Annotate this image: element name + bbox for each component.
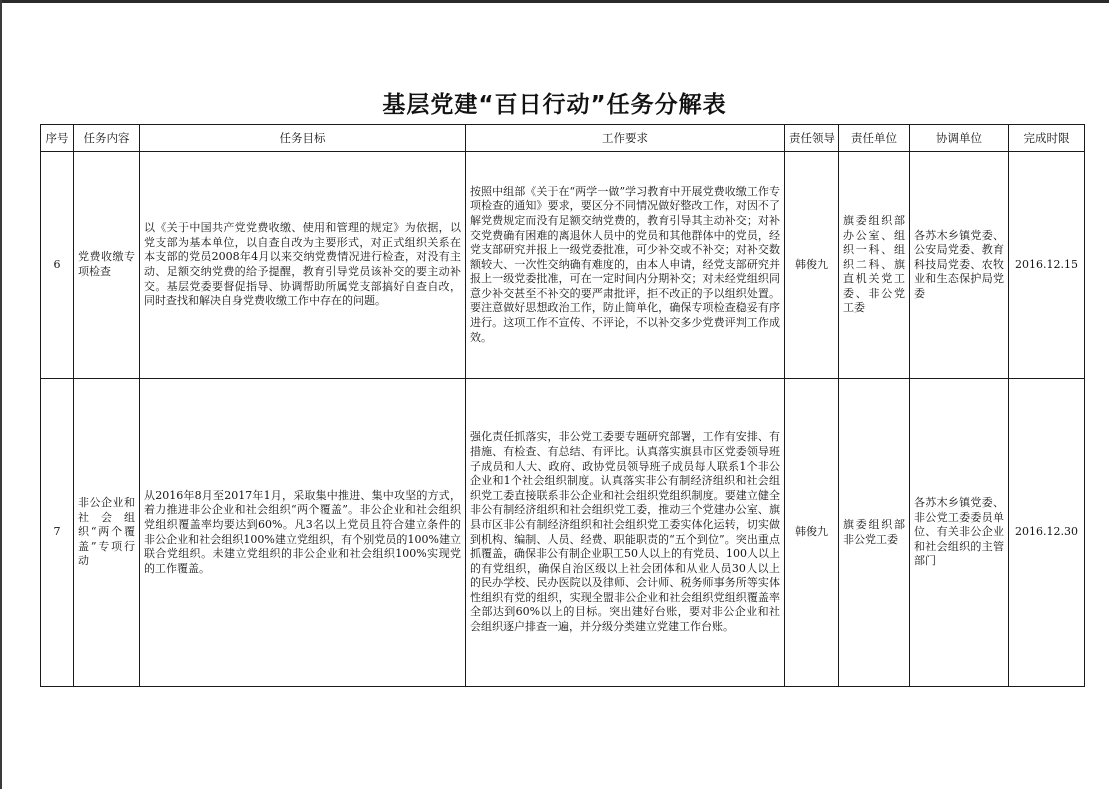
cell-seq: 6 xyxy=(41,152,74,379)
cell-requirement: 强化责任抓落实，非公党工委要专题研究部署，工作有安排、有措施、有检查、有总结、有评比。认真落实旗县市区党委领导班子成员和人大、政府、政协党员领导班子成员每人联系1个非公企业和1个社会组织制度。认真落实非公有制经济组织和社会组织党工委直接联系非公企业和社会组织党组织制度。要建立健全非公有制经济组织和社会组织党工委，推动三个党建办公室、旗县市区非公有制经济组织和社会组织党工委实体化运转，切实做到机构、编制、人员、经费、职能职责的“五个到位”。突出重点抓覆盖，确保非公有制企业职工50人以上的有党员、100人以上的有党组织，确保自治区级以上社会团体和从业人员30人以上的民办学校、民办医院以及律师、会计师、税务师事务所等实体性组织有党的组织，实现全盟非公企业和社会组织党组织覆盖率全部达到60%以上的目标。突出建好台账，要对非公企业和社会组织逐户排查一遍，并分级分类建立党建工作台账。 xyxy=(466,379,785,687)
cell-goal: 以《关于中国共产党党费收缴、使用和管理的规定》为依据，以党支部为基本单位，以自查自改为主要形式，对正式组织关系在本支部的党员2008年4月以来交纳党费情况进行检查，对没有主动、足额交纳党费的给予提醒，教育引导党员该补交的要主动补交。基层党委要督促指导、协调帮助所属党支部搞好自查自改，同时查找和解决自身党费收缴工作中存在的问题。 xyxy=(140,152,466,379)
header-requirement: 工作要求 xyxy=(466,125,785,152)
header-content: 任务内容 xyxy=(74,125,140,152)
task-table xyxy=(40,124,1085,687)
cell-requirement: 按照中组部《关于在“两学一做”学习教育中开展党费收缴工作专项检查的通知》要求，要区分不同情况做好整改工作，对因不了解党费规定而没有足额交纳党费的，教育引导其主动补交；对补交党费确有困难的离退休人员中的党员和其他群体中的党员，经党支部研究并报上一级党委批准，可少补交或不补交；对补交数额较大、一次性交纳确有难度的，由本人申请，经党支部研究并报上一级党委批准，可在一定时间内分期补交；对未经党组织同意少补交甚至不补交的要严肃批评，拒不改正的予以组织处置。要注意做好思想政治工作，防止简单化，确保专项检查稳妥有序进行。这项工作不宣传、不评论，不以补交多少党费评判工作成效。 xyxy=(466,152,785,379)
table-row xyxy=(41,379,1085,687)
header-coordinator: 协调单位 xyxy=(910,125,1009,152)
cell-seq: 7 xyxy=(41,379,74,687)
cell-goal: 从2016年8月至2017年1月，采取集中推进、集中攻坚的方式，着力推进非公企业和社会组织“两个覆盖”。非公企业和社会组织党组织覆盖率均要达到60%。凡3名以上党员且符合建立条件的非公企业和社会组织100%建立党组织，有个别党员的100%建立联合党组织。未建立党组织的非公企业和社会组织100%实现党的工作覆盖。 xyxy=(140,379,466,687)
header-deadline: 完成时限 xyxy=(1009,125,1085,152)
cell-content: 非公企业和社会组织“两个覆盖”专项行动 xyxy=(74,379,140,687)
cell-unit: 旗委组织部办公室、组织一科、组织二科、旗直机关党工委、非公党工委 xyxy=(839,152,910,379)
table-header-row xyxy=(41,125,1085,152)
table-row xyxy=(41,152,1085,379)
cell-leader: 韩俊九 xyxy=(785,152,839,379)
header-goal: 任务目标 xyxy=(140,125,466,152)
header-seq: 序号 xyxy=(41,125,74,152)
cell-deadline: 2016.12.30 xyxy=(1009,379,1085,687)
cell-coordinator: 各苏木乡镇党委、公安局党委、教育科技局党委、农牧业和生态保护局党委 xyxy=(910,152,1009,379)
cell-unit: 旗委组织部非公党工委 xyxy=(839,379,910,687)
header-unit: 责任单位 xyxy=(839,125,910,152)
header-leader: 责任领导 xyxy=(785,125,839,152)
cell-coordinator: 各苏木乡镇党委、非公党工委委员单位、有关非公企业和社会组织的主管部门 xyxy=(910,379,1009,687)
cell-leader: 韩俊九 xyxy=(785,379,839,687)
scan-edge xyxy=(0,0,1109,3)
cell-content: 党费收缴专项检查 xyxy=(74,152,140,379)
document-title: 基层党建“百日行动”任务分解表 xyxy=(382,92,727,118)
cell-deadline: 2016.12.15 xyxy=(1009,152,1085,379)
